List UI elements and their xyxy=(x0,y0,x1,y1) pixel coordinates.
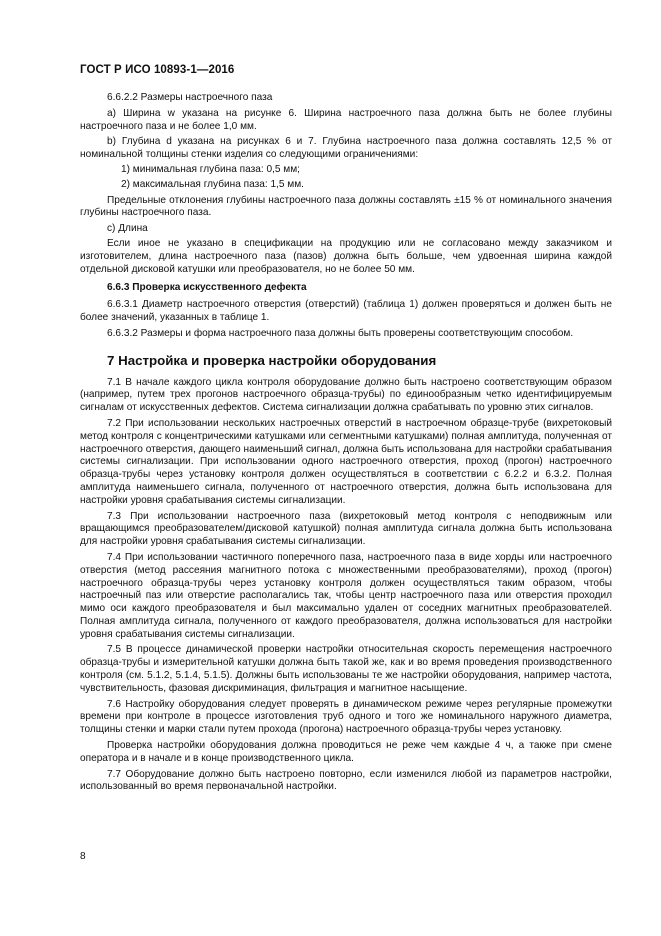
clause-7-3: 7.3 При использовании настроечного паза (вихретоковый метод контроля с неподвижным или вращающимся преобразователем/дисковой катушкой) полная амплитуда сигнала должна быть использована для настройки уровня срабатывания системы сигнализации. xyxy=(80,510,612,548)
depth-tolerance-paragraph: Предельные отклонения глубины настроечного паза должны составлять ±15 % от номинального значения глубины настроечного паза. xyxy=(80,194,612,219)
length-paragraph: Если иное не указано в спецификации на продукцию или не согласовано между заказчиком и изготовителем, длина настроечного паза (пазов) должна быть больше, чем удвоенная ширина каждой отдельной дисковой катушки или преобразователя, но не более 50 мм. xyxy=(80,237,612,275)
subclause-6-6-2-2-title: 6.6.2.2 Размеры настроечного паза xyxy=(107,92,273,103)
clause-7-1: 7.1 В начале каждого цикла контроля оборудование должно быть настроено соответствующим образом (например, путем трех прогонов настроечного образца-трубы) по единообразным четко идентифицируемым сигналам от искусственных дефектов. Система сигнализации должна срабатывать по уровню этих сигналов. xyxy=(80,376,612,414)
document-body xyxy=(80,92,612,794)
clause-6-6-3-1: 6.6.3.1 Диаметр настроечного отверстия (отверстий) (таблица 1) должен проверяться и должен быть не более значений, указанных в таблице 1. xyxy=(80,299,612,323)
section-7-heading: 7 Настройка и проверка настройки оборудования xyxy=(107,352,437,368)
clause-7-6: 7.6 Настройку оборудования следует проверять в динамическом режиме через регулярные промежутки времени при контроле в процессе изготовления труб одного и того же номинального наружного диаметра, толщины стенки и марки стали путем прохода (прогона) настроечного образца-трубы через установку. xyxy=(80,698,612,736)
clause-7-5: 7.5 В процессе динамической проверки настройки относительная скорость перемещения настроечного образца-трубы и измерительной катушки должна быть такой же, как и во время проведения производственного контроля (см. 5.1.2, 5.1.4, 5.1.5). Должны быть использованы те же настройки оборудования, например частота, чувствительность, фазовая дискриминация, фильтрация и магнитное насыщение. xyxy=(80,644,612,694)
clause-7-6-continued: Проверка настройки оборудования должна проводиться не реже чем каждые 4 ч, а также при смене оператора и в начале и в конце производственного цикла. xyxy=(80,740,612,764)
document-header: ГОСТ Р ИСО 10893-1—2016 xyxy=(80,64,235,76)
item-c-length: с) Длина xyxy=(107,223,148,235)
list-item-min-depth: 1) минимальная глубина паза: 0,5 мм; xyxy=(121,163,300,175)
clause-6-6-3-2: 6.6.3.2 Размеры и форма настроечного паза должны быть проверены соответствующим способом. xyxy=(107,327,574,339)
clause-7-2: 7.2 При использовании нескольких настроечных отверстий в настроечном образце-трубе (вихретоковый метод контроля с концентрическими катушками или сегментными катушками) полная амплитуда, полученная от настроечного отверстия, дающего наименьший сигнал, должна быть использована для настройки срабатывания системы сигнализации. При использовании одного настроечного отверстия, проход (прогон) настроечного образца-трубы через установку контроля должен осуществляться в соответствии с 6.2.2 и 6.3.2. Полная амплитуда наименьшего сигнала, полученного от настроечного отверстия, должна быть использована для настройки уровня срабатывания системы сигнализации. xyxy=(80,417,612,506)
subsection-6-6-3-heading: 6.6.3 Проверка искусственного дефекта xyxy=(107,282,307,294)
item-a-width: а) Ширина w указана на рисунке 6. Ширина настроечного паза должна быть не более глубины настроечного паза и не более 1,0 мм. xyxy=(80,107,612,132)
clause-7-7: 7.7 Оборудование должно быть настроено повторно, если изменился любой из параметров настройки, использованный во время первоначальной настройки. xyxy=(80,768,612,793)
page-number: 8 xyxy=(80,851,86,862)
list-item-max-depth: 2) максимальная глубина паза: 1,5 мм. xyxy=(121,178,304,190)
item-b-depth: b) Глубина d указана на рисунках 6 и 7. Глубина настроечного паза должна составлять 12,5 % от номинальной толщины стенки изделия со следующими ограничениями: xyxy=(80,136,612,161)
clause-7-4: 7.4 При использовании частичного поперечного паза, настроечного паза в виде хорды или настроечного отверстия (метод рассеяния магнитного потока с множественными преобразователями), проход (прогон) настроечного образца-трубы через установку контроля должен осуществляться таким образом, чтобы настроечный паз или отверстие располагались так, чтобы центр настроечного паза или отверстия проходил мимо оси каждого преобразователя и был максимально удален от соседних магнитных преобразователей. Полная амплитуда сигнала, полученного от каждого преобразователя, должна использоваться для настройки уровня срабатывания системы сигнализации. xyxy=(80,551,612,640)
